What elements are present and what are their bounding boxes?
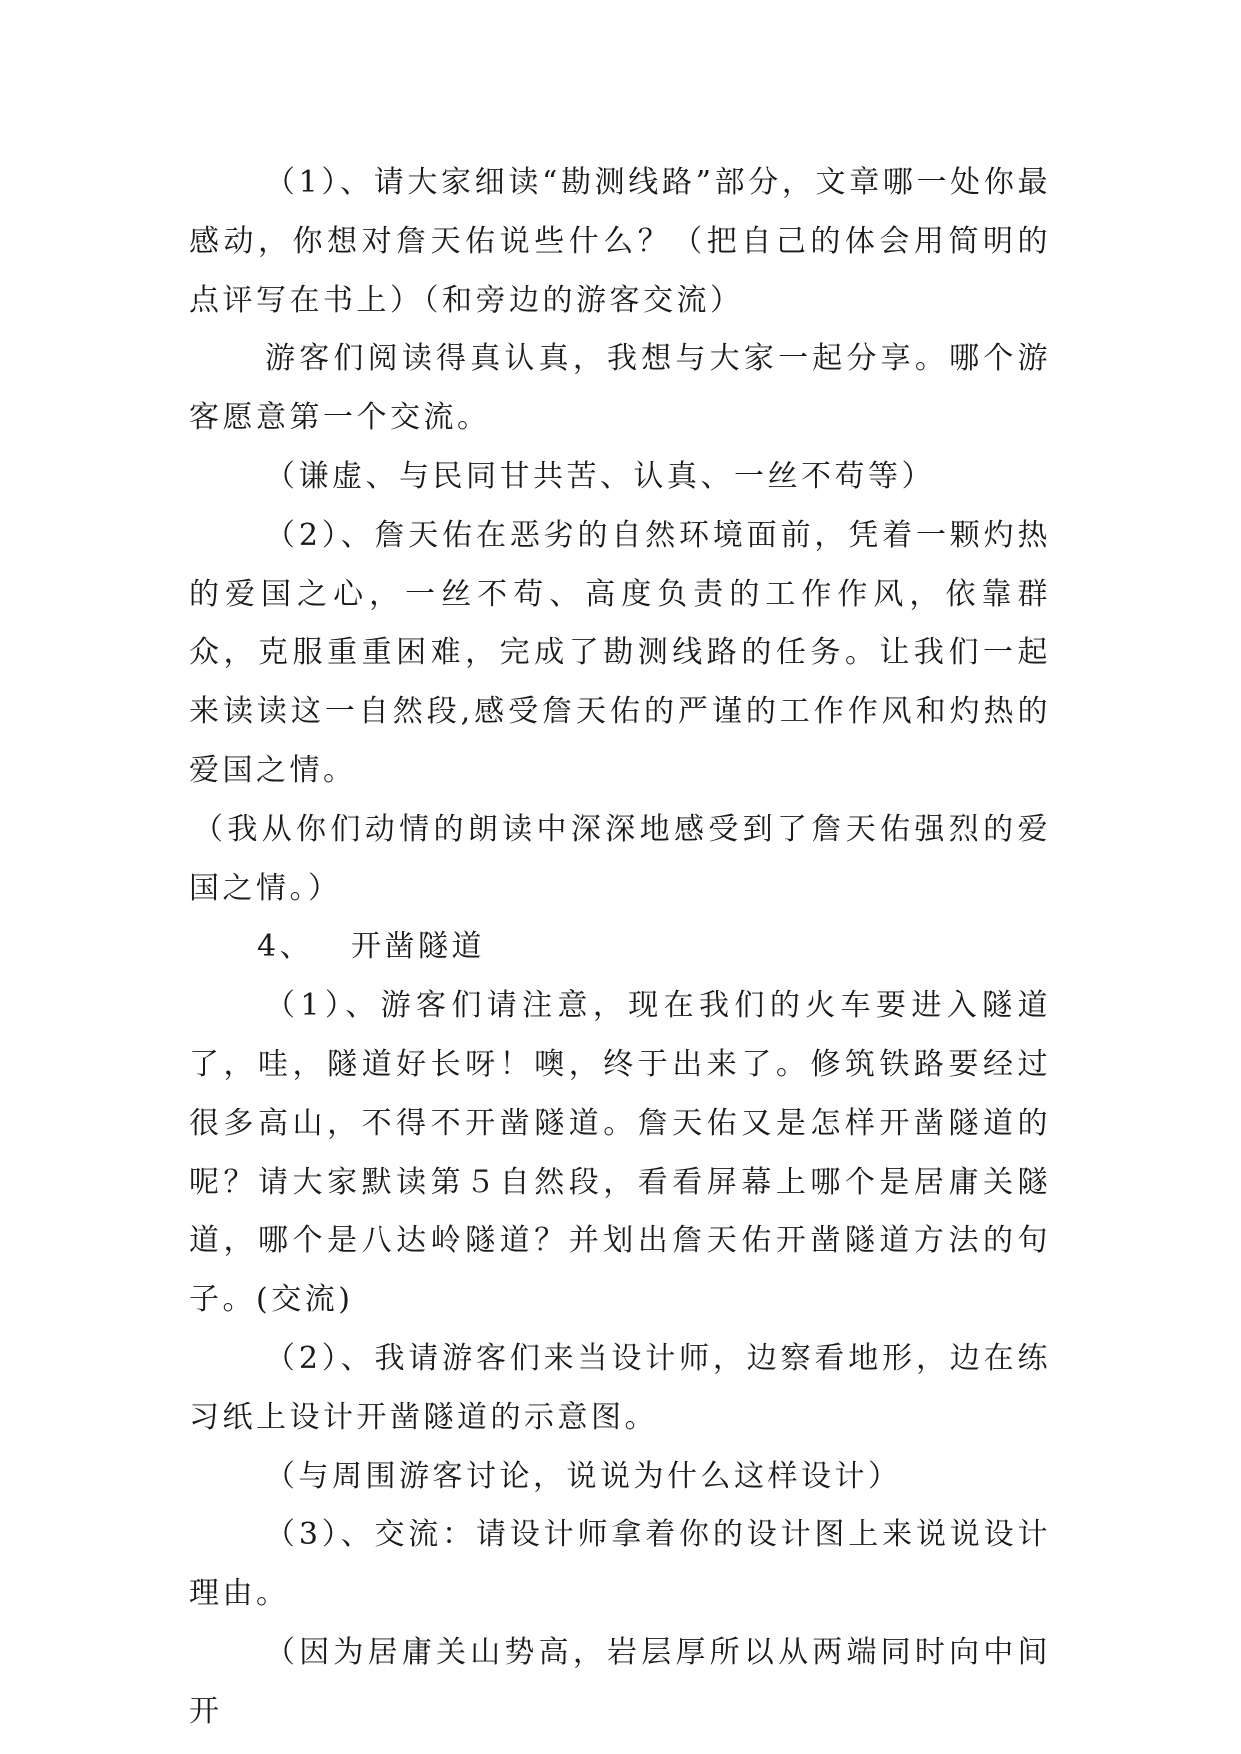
paragraph-explain-design: （3）、交流：请设计师拿着你的设计图上来说说设计理由。 xyxy=(189,1517,1051,1612)
paragraph-qualities: （谦虚、与民同甘共苦、认真、一丝不苟等） xyxy=(265,458,935,494)
paragraph-reason: （因为居庸关山势高，岩层厚所以从两端同时向中间开 xyxy=(189,1634,1051,1729)
paragraph-share-invite: 游客们阅读得真认真，我想与大家一起分享。哪个游客愿意第一个交流。 xyxy=(189,341,1051,436)
section-number: 4、 xyxy=(257,929,314,965)
paragraph-summary: （2）、詹天佑在恶劣的自然环境面前，凭着一颗灼热的爱国之心，一丝不苟、高度负责的工作作风，依靠群众，克服重重困难，完成了勘测线路的任务。让我们一起来读读这一自然段,感受詹天佑的严谨的工作作风和灼热的爱国之情。 xyxy=(189,517,1051,788)
paragraph-survey-question: （1）、请大家细读“勘测线路”部分，文章哪一处你最感动，你想对詹天佑说些什么？（把自己的体会用简明的点评写在书上）（和旁边的游客交流） xyxy=(189,165,1051,318)
paragraph-discussion: （与周围游客讨论，说说为什么这样设计） xyxy=(265,1458,902,1494)
section-heading xyxy=(189,918,1051,977)
document-body xyxy=(189,154,1051,1742)
paragraph-feedback: （我从你们动情的朗读中深深地感受到了詹天佑强烈的爱国之情。） xyxy=(189,811,1051,906)
section-title: 开凿隧道 xyxy=(351,929,485,965)
paragraph-tunnel-intro: （1）、游客们请注意，现在我们的火车要进入隧道了，哇，隧道好长呀！噢，终于出来了。修筑铁路要经过很多高山，不得不开凿隧道。詹天佑又是怎样开凿隧道的呢？请大家默读第５自然段，看看屏幕上哪个是居庸关隧道，哪个是八达岭隧道？并划出詹天佑开凿隧道方法的句子。(交流) xyxy=(189,988,1051,1318)
paragraph-designer-task: （2）、我请游客们来当设计师，边察看地形，边在练习纸上设计开凿隧道的示意图。 xyxy=(189,1340,1051,1435)
